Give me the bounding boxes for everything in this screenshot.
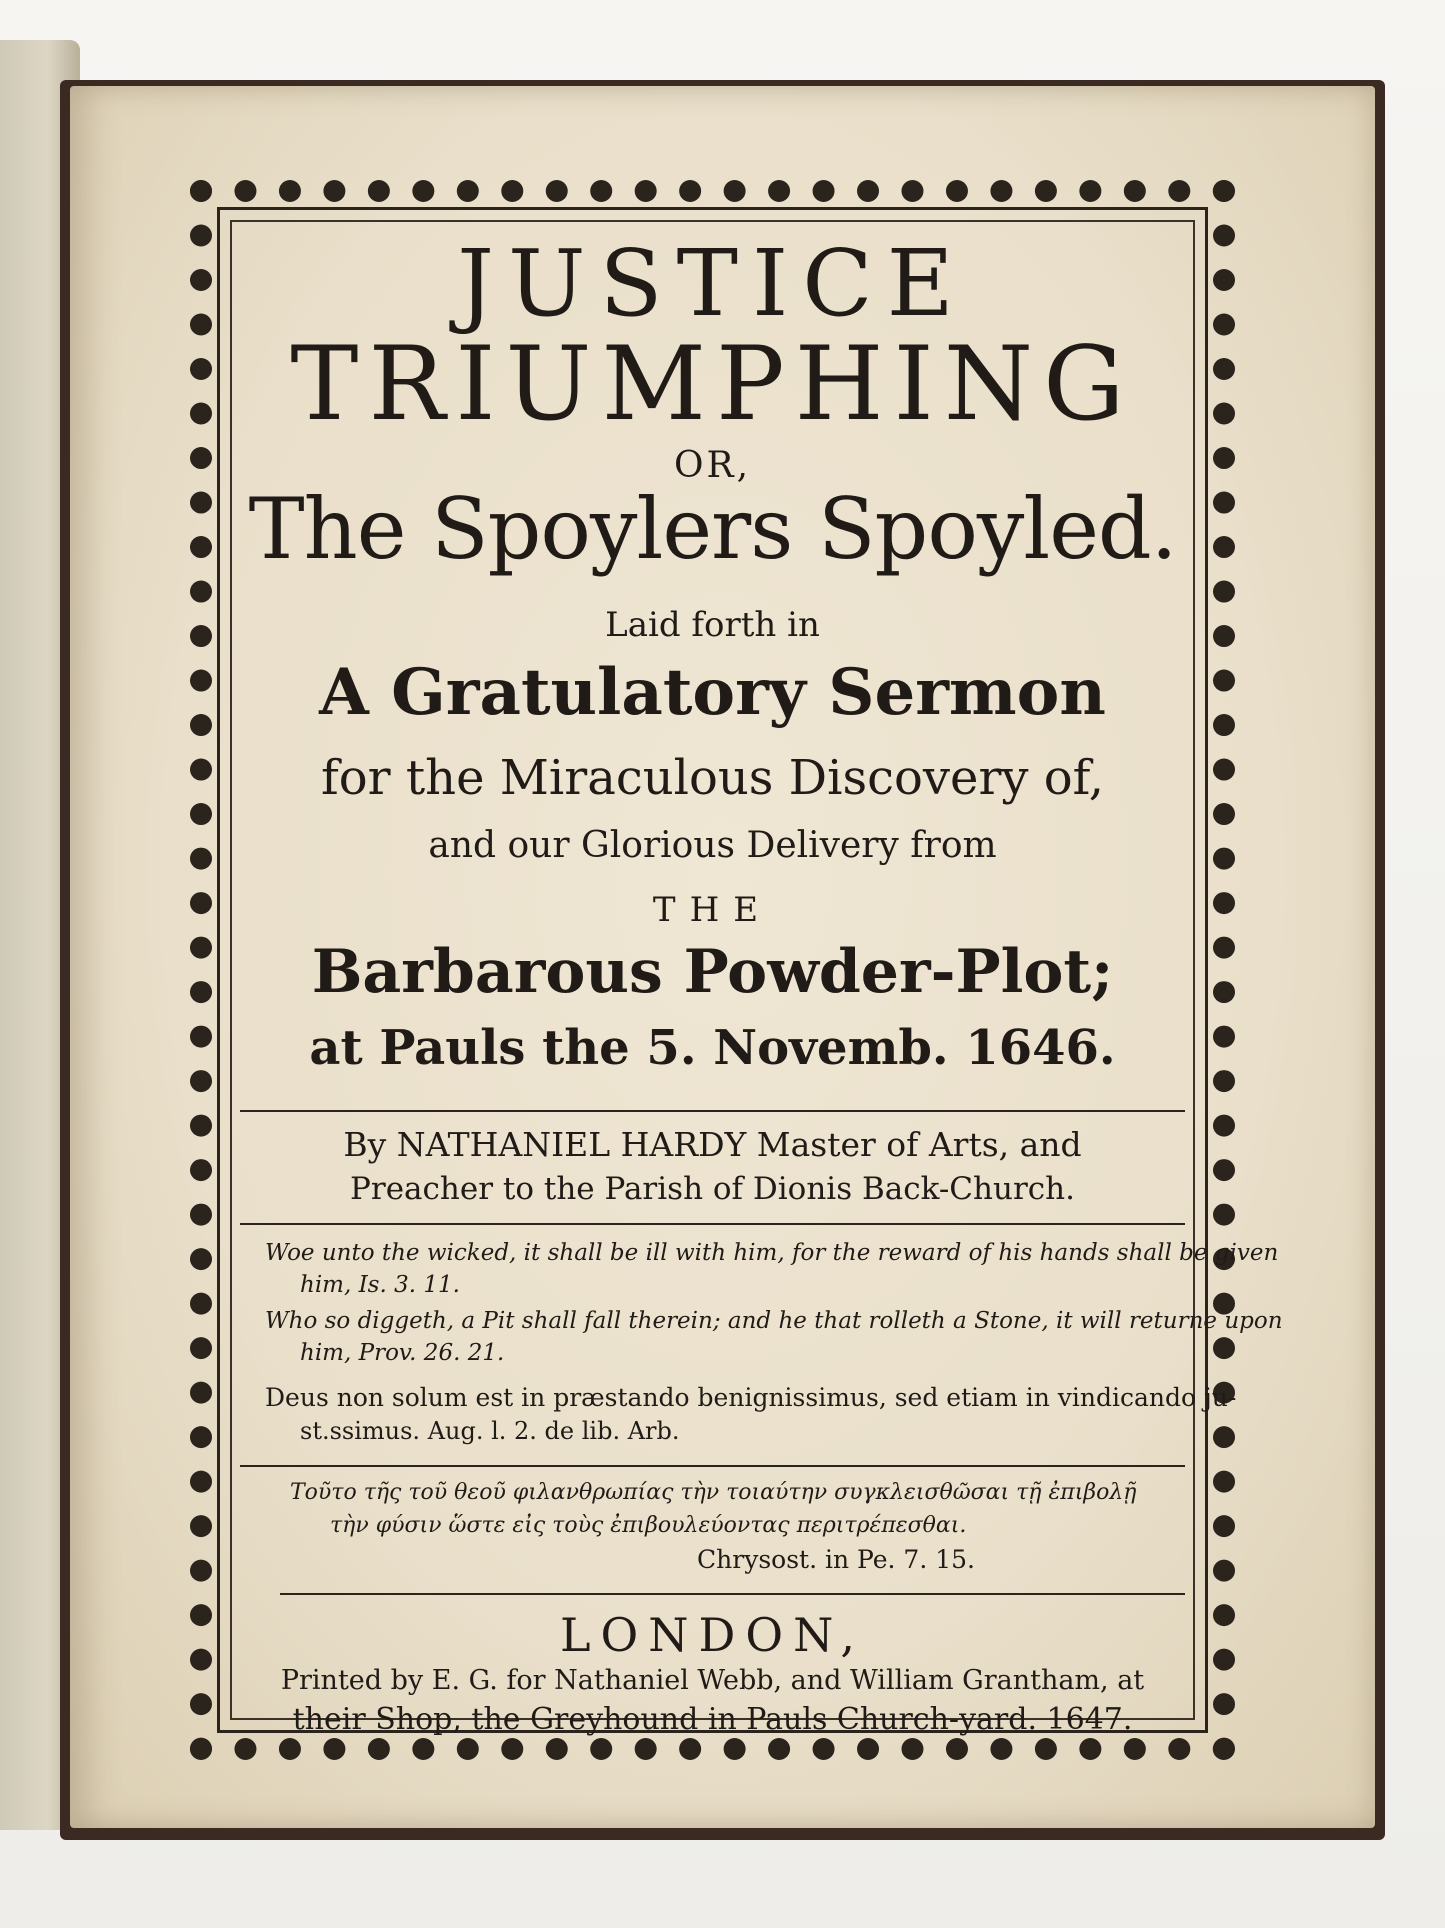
imprint-shop: their Shop, the Greyhound in Pauls Church-yard. 1647. <box>292 1702 1133 1737</box>
title-line-triumphing: TRIUMPHING <box>290 325 1135 444</box>
epigraph-augustine: Deus non solum est in præstando benignissimus, sed etiam in vindicando ju- <box>265 1383 1237 1412</box>
divider-rule <box>240 1110 1185 1112</box>
epigraph-isaiah: Woe unto the wicked, it shall be ill with him, for the reward of his hands shall be given <box>265 1240 1279 1266</box>
divider-rule <box>240 1223 1185 1225</box>
epigraph-augustine-cite: st.ssimus. Aug. l. 2. de lib. Arb. <box>300 1417 680 1445</box>
imprint-london: LONDON, <box>559 1608 866 1662</box>
laid-forth-line: Laid forth in <box>605 605 820 645</box>
sermon-line: A Gratulatory Sermon <box>319 655 1106 730</box>
title-line-justice: JUSTICE <box>457 230 968 337</box>
date-line: at Pauls the 5. Novemb. 1646. <box>309 1020 1116 1076</box>
divider-rule <box>280 1593 1185 1595</box>
the-line: THE <box>652 890 773 930</box>
title-line-or: OR, <box>673 445 752 486</box>
divider-rule <box>240 1465 1185 1467</box>
discovery-line: for the Miraculous Discovery of, <box>321 750 1104 806</box>
epigraph-isaiah-cite: him, Is. 3. 11. <box>300 1272 460 1298</box>
author-parish-line: Preacher to the Parish of Dionis Back-Church. <box>350 1171 1075 1207</box>
greek-epigraph-line2: τὴν φύσιν ὥστε εἰς τοὺς ἐπιβουλεύοντας περιτρέπεσθαι. <box>330 1513 967 1538</box>
epigraph-proverbs: Who so diggeth, a Pit shall fall therein; and he that rolleth a Stone, it will returne upon <box>265 1308 1283 1334</box>
greek-epigraph-cite: Chrysost. in Pe. 7. 15. <box>697 1545 975 1574</box>
powder-plot-line: Barbarous Powder-Plot; <box>311 937 1114 1007</box>
epigraph-proverbs-cite: him, Prov. 26. 21. <box>300 1340 505 1366</box>
greek-epigraph-line1: Τοῦτο τῆς τοῦ θεοῦ φιλανθρωπίας τὴν τοιαύτην συγκλεισθῶσαι τῇ ἐπιβολῇ <box>290 1480 1137 1505</box>
imprint-printer: Printed by E. G. for Nathaniel Webb, and William Grantham, at <box>280 1665 1145 1696</box>
delivery-line: and our Glorious Delivery from <box>428 825 997 866</box>
title-page-content <box>240 225 1283 1737</box>
author-line: By NATHANIEL HARDY Master of Arts, and <box>343 1125 1082 1164</box>
subtitle-spoylers: The Spoylers Spoyled. <box>248 480 1177 578</box>
